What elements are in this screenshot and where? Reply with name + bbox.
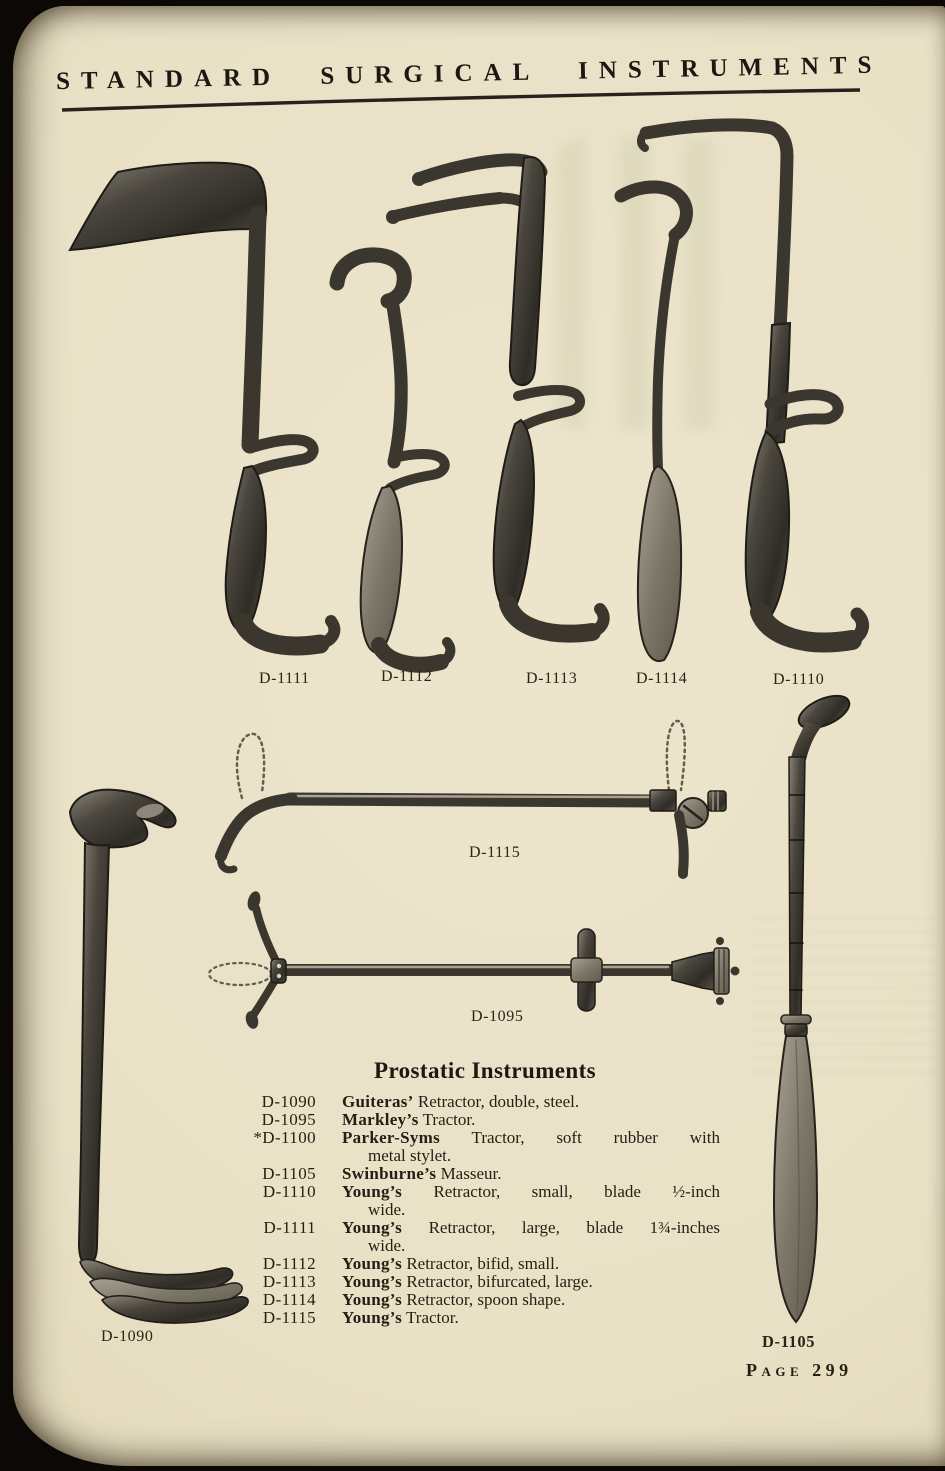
figure-label-d1114: D-1114 [636,670,688,687]
catalog-desc: Parker-Syms Tractor, soft rubber with metal stylet. [342,1128,720,1165]
catalog-code: D-1112 [262,1254,316,1273]
catalog-maker: Young’s [342,1218,403,1237]
catalog-code: D-1113 [262,1272,316,1291]
catalog-row [250,1093,720,1111]
catalog-maker: Markley’s [342,1110,419,1129]
catalog-row [250,1255,720,1273]
catalog-code: D-1110 [262,1182,316,1201]
page-number: Page 299 [746,1360,853,1380]
catalog-row [250,1165,720,1183]
catalog-title: Prostatic Instruments [374,1058,596,1083]
catalog-code: D-1095 [261,1110,316,1129]
catalog-code: D-1105 [262,1164,316,1183]
figure-label-d1115: D-1115 [469,844,521,861]
catalog-desc: Young’s Retractor, large, blade 1¾-inches wide. [342,1218,720,1255]
catalog-row [250,1309,720,1327]
figure-label-d1113: D-1113 [526,670,578,687]
catalog-desc: Young’s Retractor, bifid, small. [342,1254,560,1273]
catalog-row [250,1291,720,1309]
catalog-row [250,1111,720,1129]
catalog-desc: Young’s Retractor, bifurcated, large. [342,1272,593,1291]
catalog-code: D-1115 [262,1308,316,1327]
catalog-maker: Guiteras’ [342,1092,414,1111]
catalog-maker: Young’s [342,1308,403,1327]
catalog-row [250,1219,720,1255]
catalog-desc: Guiteras’ Retractor, double, steel. [342,1092,580,1111]
figure-label-d1111: D-1111 [259,670,310,687]
catalog-desc: Swinburne’s Masseur. [342,1164,502,1183]
figure-label-d1095: D-1095 [471,1008,524,1025]
page-title: STANDARD SURGICAL INSTRUMENTS [55,51,883,96]
catalog-desc: Young’s Retractor, spoon shape. [342,1290,566,1309]
catalog-desc: Young’s Retractor, small, blade ½-inch wide. [342,1182,721,1219]
figure-label-d1105: D-1105 [762,1332,816,1351]
catalog-maker: Young’s [342,1272,403,1291]
catalog-code: *D-1100 [253,1128,316,1147]
catalog-list [250,1058,720,1327]
catalog-maker: Young’s [342,1254,403,1273]
catalog-code: D-1090 [261,1092,316,1111]
catalog-row [250,1273,720,1291]
catalog-maker: Swinburne’s [342,1164,437,1183]
catalog-row [250,1129,720,1165]
figure-label-d1110: D-1110 [773,671,825,688]
catalog-maker: Young’s [342,1290,403,1309]
catalog-desc: Young’s Tractor. [342,1308,459,1327]
catalog-maker: Young’s [342,1182,403,1201]
figure-label-d1090: D-1090 [101,1328,154,1345]
catalog-code: D-1114 [262,1290,316,1309]
catalog-desc: Markley’s Tractor. [342,1110,476,1129]
catalog-row [250,1183,720,1219]
catalog-maker: Parker-Syms [342,1128,441,1147]
catalog-code: D-1111 [263,1218,316,1237]
figure-label-d1112: D-1112 [381,668,433,685]
